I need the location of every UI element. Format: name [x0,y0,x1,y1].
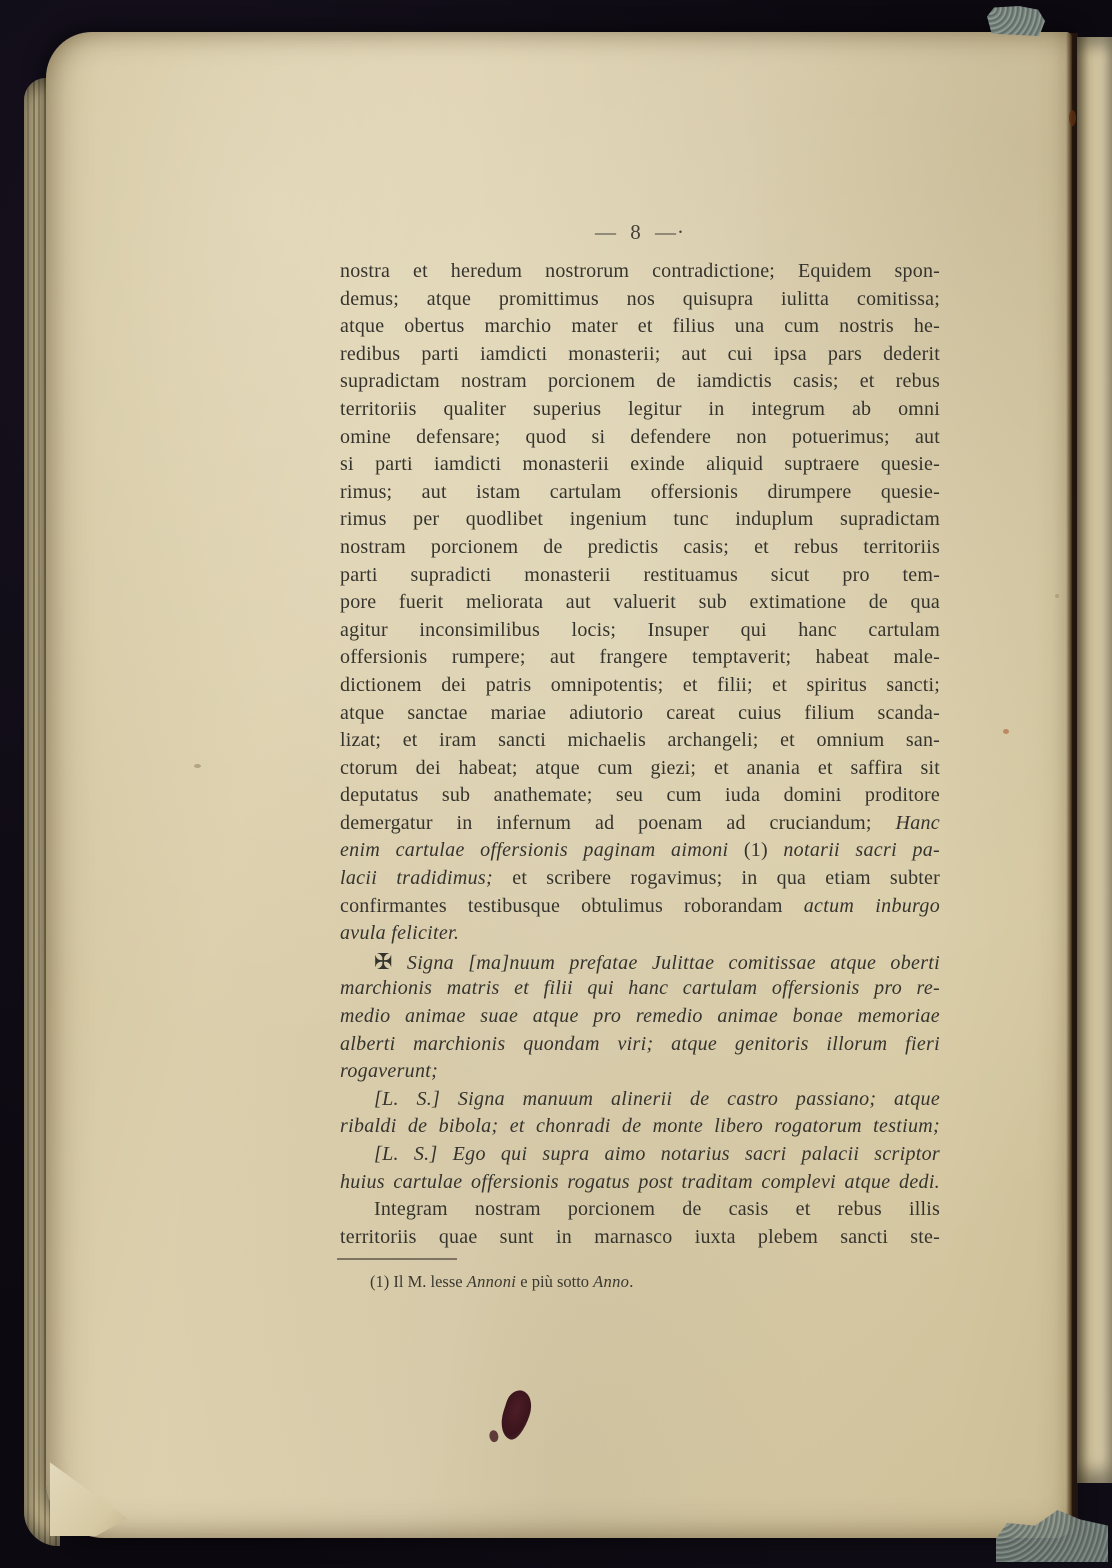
text-line [340,424,940,452]
text-segment: omine defensare; quod si defendere non potuerimus; aut [340,425,940,448]
paper-speck [1003,729,1009,734]
text-segment: ribaldi de bibola; et chonradi de monte libero rogatorum testium; [340,1115,940,1138]
text-line [340,368,940,396]
text-segment: Integram nostram porcionem de casis et rebus illis [374,1198,940,1221]
text-segment: nostra et heredum nostrorum contradictione; Equidem spon- [340,260,940,282]
text-segment: huius cartulae offersionis rogatus post traditam complevi atque dedi. [340,1170,940,1193]
text-segment: ctorum dei habeat; atque cum giezi; et anania et saffira sit [340,756,940,779]
text-line [340,948,940,976]
text-line [340,893,940,921]
text-line [340,755,940,783]
text-line [340,1224,940,1252]
text-line [340,286,940,314]
text-line [340,451,940,479]
text-segment: Hanc [895,811,940,834]
text-segment: (1) [743,839,768,862]
ink-stain [496,1387,536,1443]
page-number: — 8 —· [595,220,685,244]
text-segment: e più sotto [516,1272,594,1291]
text-line [340,1113,940,1141]
text-segment: confirmantes testibusque obtulimus roborandam [340,894,804,917]
maltese-cross-icon: ✠ [374,948,393,974]
binding-cloth-top [987,6,1045,36]
text-segment: Signa [ma]nuum prefatae Julittae comitissae atque oberti [392,951,940,974]
text-segment: et scribere rogavimus; in qua etiam subter [512,867,940,890]
text-line [340,562,940,590]
facing-page-edge [1077,37,1112,1483]
text-line [340,313,940,341]
paper-speck [1055,594,1059,598]
text-line [340,534,940,562]
book-page [46,32,1072,1538]
text-segment: [L. S.] Ego qui supra aimo notarius sacri palacii scriptor [374,1143,940,1165]
text-block [340,258,940,1251]
text-segment: territoriis quae sunt in marnasco iuxta plebem sancti ste- [340,1225,940,1248]
text-line [340,589,940,617]
text-segment: enim cartulae offersionis paginam aimoni [340,839,744,862]
text-segment: Annoni [466,1272,517,1291]
text-segment: si parti iamdicti monasterii exinde aliquid suptraere quesie- [340,453,940,476]
text-line [340,1196,940,1224]
text-line [340,1058,940,1086]
text-line [340,1086,940,1114]
text-segment: offersionis rumpere; aut frangere temptaverit; habeat male- [340,646,940,669]
text-segment: rogaverunt; [340,1060,439,1083]
text-line [340,975,940,1003]
text-segment: Anno [593,1272,630,1291]
text-line [340,479,940,507]
text-segment: atque obertus marchio mater et filius una cum nostris he- [340,315,940,338]
text-segment: nostram porcionem de predictis casis; et rebus territoriis [340,535,940,558]
text-segment: avula feliciter. [340,922,460,945]
text-line [340,617,940,645]
text-segment: notarii sacri pa- [767,839,941,862]
text-segment: lizat; et iram sancti michaelis archangeli; et omnium san- [340,729,940,752]
paper-speck [194,764,201,768]
text-line [340,865,940,893]
text-segment: dictionem dei patris omnipotentis; et filii; et spiritus sancti; [340,673,940,696]
text-segment: supradictam nostram porcionem de iamdictis casis; et rebus [340,370,940,393]
text-segment: alberti marchionis quondam viri; atque genitoris illorum fieri [340,1032,940,1055]
folded-corner [50,1456,134,1536]
text-segment: agitur inconsimilibus locis; Insuper qui hanc cartulam [340,618,940,641]
text-line [340,920,940,948]
text-line [340,810,940,838]
text-segment: demus; atque promittimus nos quisupra iulitta comitissa; [340,287,940,310]
text-line [340,782,940,810]
text-segment: rimus per quodlibet ingenium tunc induplum supradictam [340,508,940,531]
text-segment: deputatus sub anathemate; seu cum iuda domini proditore [340,784,940,807]
text-line [340,1169,940,1197]
text-line [340,258,940,286]
text-line [340,341,940,369]
text-segment: medio animae suae atque pro remedio animae bonae memoriae [340,1005,940,1028]
text-line [340,727,940,755]
text-segment: rimus; aut istam cartulam offersionis dirumpere quesie- [340,480,940,503]
text-line [340,837,940,865]
text-segment: demergatur in infernum ad poenam ad cruciandum; [340,811,896,834]
text-segment: atque sanctae mariae adiutorio careat cuius filium scanda- [340,701,940,724]
text-segment: parti supradicti monasterii restituamus sicut pro tem- [340,563,940,586]
text-segment: . [629,1272,634,1291]
text-segment: territoriis qualiter superius legitur in integrum ab omni [340,397,940,420]
text-segment: marchionis matris et filii qui hanc cartulam offersionis pro re- [340,977,940,1000]
text-segment: (1) Il M. lesse [370,1272,467,1291]
text-line [340,396,940,424]
text-segment: actum inburgo [803,894,940,917]
text-line [340,672,940,700]
text-segment: lacii tradidimus; [340,867,513,890]
text-line [340,644,940,672]
footnote-rule [337,1258,457,1260]
footnote [340,1270,940,1294]
text-line [340,1141,940,1169]
text-line [340,1003,940,1031]
text-line [340,506,940,534]
text-line [340,1031,940,1059]
text-segment: [L. S.] Signa manuum alinerii de castro passiano; atque [374,1087,940,1110]
text-line [340,700,940,728]
gutter-stain [1069,110,1076,126]
text-segment: pore fuerit meliorata aut valuerit sub extimatione de qua [340,591,940,614]
text-segment: redibus parti iamdicti monasterii; aut cui ipsa pars dederit [340,342,940,365]
